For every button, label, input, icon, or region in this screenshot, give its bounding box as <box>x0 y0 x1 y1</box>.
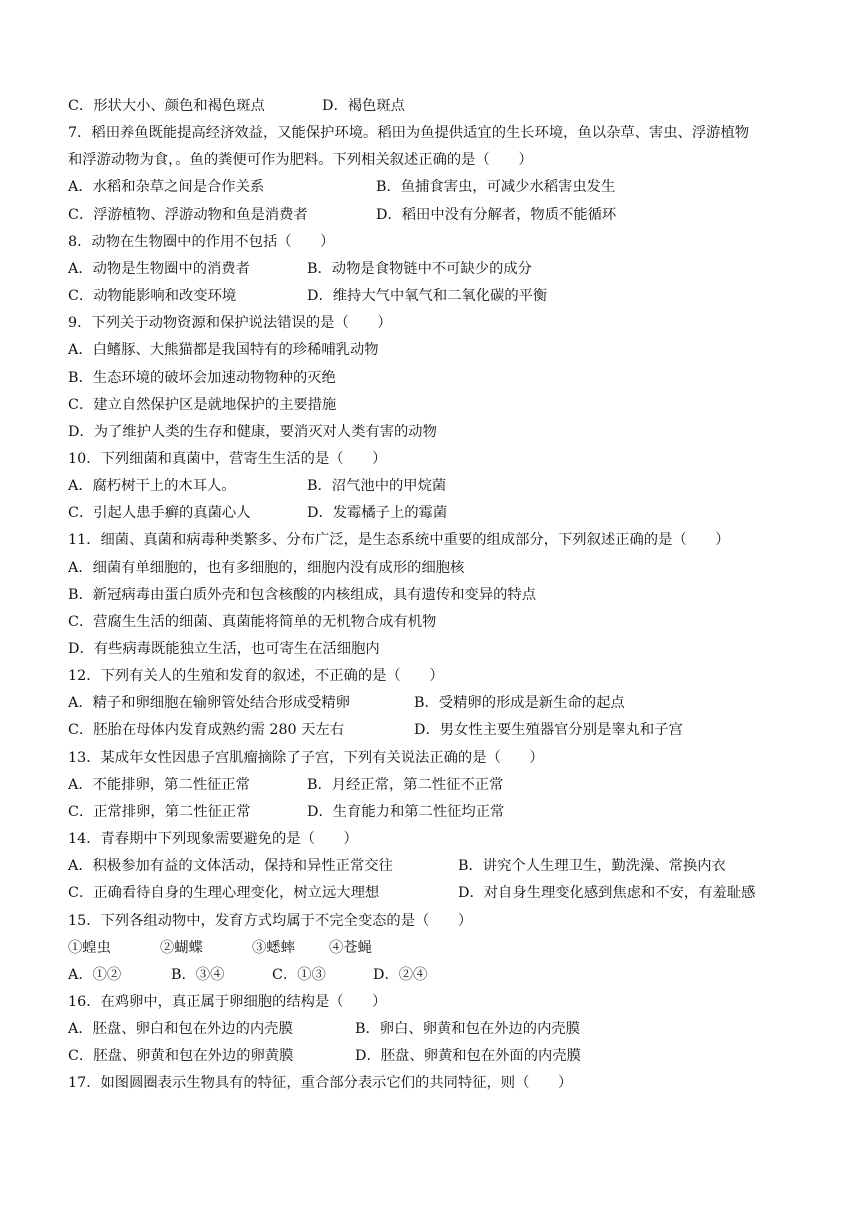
text-line: D．为了维护人类的生存和健康，要消灭对人类有害的动物 <box>68 424 437 440</box>
text-line: 9．下列关于动物资源和保护说法错误的是（ ） <box>68 315 392 331</box>
text-line: 17．如图圆圈表示生物具有的特征，重合部分表示它们的共同特征，则（ ） <box>68 1075 573 1091</box>
option-line-right: B．受精卵的形成是新生命的起点 <box>414 695 625 711</box>
option-line-left: C．胚胎在母体内发育成熟约需 280 天左右 <box>68 722 345 738</box>
option-line-right: D．胚盘、卵黄和包在外面的内壳膜 <box>355 1048 581 1064</box>
text-segment: ③蟋蟀 <box>252 940 295 956</box>
option-line-right: B．卵白、卵黄和包在外边的内壳膜 <box>355 1021 580 1037</box>
text-line: A．细菌有单细胞的，也有多细胞的，细胞内没有成形的细胞核 <box>68 560 465 576</box>
text-segment: ④苍蝇 <box>329 940 372 956</box>
option-line-left: C．正常排卵，第二性征正常 <box>68 804 251 820</box>
option-line-right: D．稻田中没有分解者，物质不能循环 <box>376 207 617 223</box>
option-line-right: B．月经正常，第二性征不正常 <box>307 777 504 793</box>
option-line-left: A．腐朽树干上的木耳人。 <box>68 478 236 494</box>
text-line: 11．细菌、真菌和病毒种类繁多、分布广泛，是生态系统中重要的组成部分，下列叙述正确的是（ ） <box>68 532 730 548</box>
option-line-left: C．胚盘、卵黄和包在外边的卵黄膜 <box>68 1048 294 1064</box>
option-line-right: D．对自身生理变化感到焦虑和不安，有羞耻感 <box>458 885 756 901</box>
option-line-right: D．生育能力和第二性征均正常 <box>307 804 505 820</box>
option-line-left: A．不能排卵，第二性征正常 <box>68 777 250 793</box>
text-line: C．营腐生生活的细菌、真菌能将简单的无机物合成有机物 <box>68 614 437 630</box>
text-line: 12．下列有关人的生殖和发育的叙述，不正确的是（ ） <box>68 668 444 684</box>
option-line-left: A．水稻和杂草之间是合作关系 <box>68 179 265 195</box>
option-line-right: B．动物是食物链中不可缺少的成分 <box>307 261 532 277</box>
text-line: 15．下列各组动物中，发育方式均属于不完全变态的是（ ） <box>68 913 473 929</box>
option-line-left: A．精子和卵细胞在输卵管处结合形成受精卵 <box>68 695 350 711</box>
option-line-left: A．动物是生物圈中的消费者 <box>68 261 250 277</box>
option-line-left: C．引起人患手癣的真菌心人 <box>68 505 251 521</box>
text-line: 和浮游动物为食，。鱼的粪便可作为肥料。下列相关叙述正确的是（ ） <box>68 152 533 168</box>
option-line-right: D．维持大气中氧气和二氧化碳的平衡 <box>307 288 548 304</box>
text-line: C．建立自然保护区是就地保护的主要措施 <box>68 397 337 413</box>
text-segment: C．①③ <box>272 967 326 983</box>
text-segment: D．②④ <box>373 967 428 983</box>
text-line: B．新冠病毒由蛋白质外壳和包含核酸的内核组成，具有遗传和变异的特点 <box>68 587 537 603</box>
option-line-left: C．正确看待自身的生理心理变化，树立远大理想 <box>68 885 380 901</box>
option-line-left: C．形状大小、颜色和褐色斑点 <box>68 98 265 114</box>
text-segment: ②蝴蝶 <box>160 940 203 956</box>
text-line: 7．稻田养鱼既能提高经济效益，又能保护环境。稻田为鱼提供适宜的生长环境，鱼以杂草、害虫、浮游植物 <box>68 125 750 141</box>
text-line: 16．在鸡卵中，真正属于卵细胞的结构是（ ） <box>68 994 387 1010</box>
option-line-left: C．浮游植物、浮游动物和鱼是消费者 <box>68 207 308 223</box>
text-segment: A．①② <box>68 967 122 983</box>
option-line-right: B．讲究个人生理卫生，勤洗澡、常换内衣 <box>458 858 726 874</box>
option-line-left: A．胚盘、卵白和包在外边的内壳膜 <box>68 1021 293 1037</box>
option-line-right: D．发霉橘子上的霉菌 <box>307 505 448 521</box>
option-line-left: C．动物能影响和改变环境 <box>68 288 237 304</box>
text-line: D．有些病毒既能独立生活，也可寄生在活细胞内 <box>68 641 380 657</box>
option-line-right: D．褐色斑点 <box>322 98 405 114</box>
option-line-right: B．沼气池中的甲烷菌 <box>307 478 447 494</box>
option-line-left: A．积极参加有益的文体活动，保持和异性正常交往 <box>68 858 393 874</box>
text-line: 8．动物在生物圈中的作用不包括（ ） <box>68 234 335 250</box>
text-line: 10．下列细菌和真菌中，营寄生生活的是（ ） <box>68 451 387 467</box>
text-line: 14．青春期中下列现象需要避免的是（ ） <box>68 831 358 847</box>
option-line-right: D．男女性主要生殖器官分别是睾丸和子宫 <box>414 722 683 738</box>
text-segment: B．③④ <box>171 967 225 983</box>
option-line-right: B．鱼捕食害虫，可减少水稻害虫发生 <box>376 179 616 195</box>
text-segment: ①蝗虫 <box>68 940 111 956</box>
text-line: 13．某成年女性因患子宫肌瘤摘除了子宫，下列有关说法正确的是（ ） <box>68 750 544 766</box>
text-line: A．白鳍豚、大熊猫都是我国特有的珍稀哺乳动物 <box>68 342 379 358</box>
text-line: B．生态环境的破坏会加速动物物种的灭绝 <box>68 370 336 386</box>
